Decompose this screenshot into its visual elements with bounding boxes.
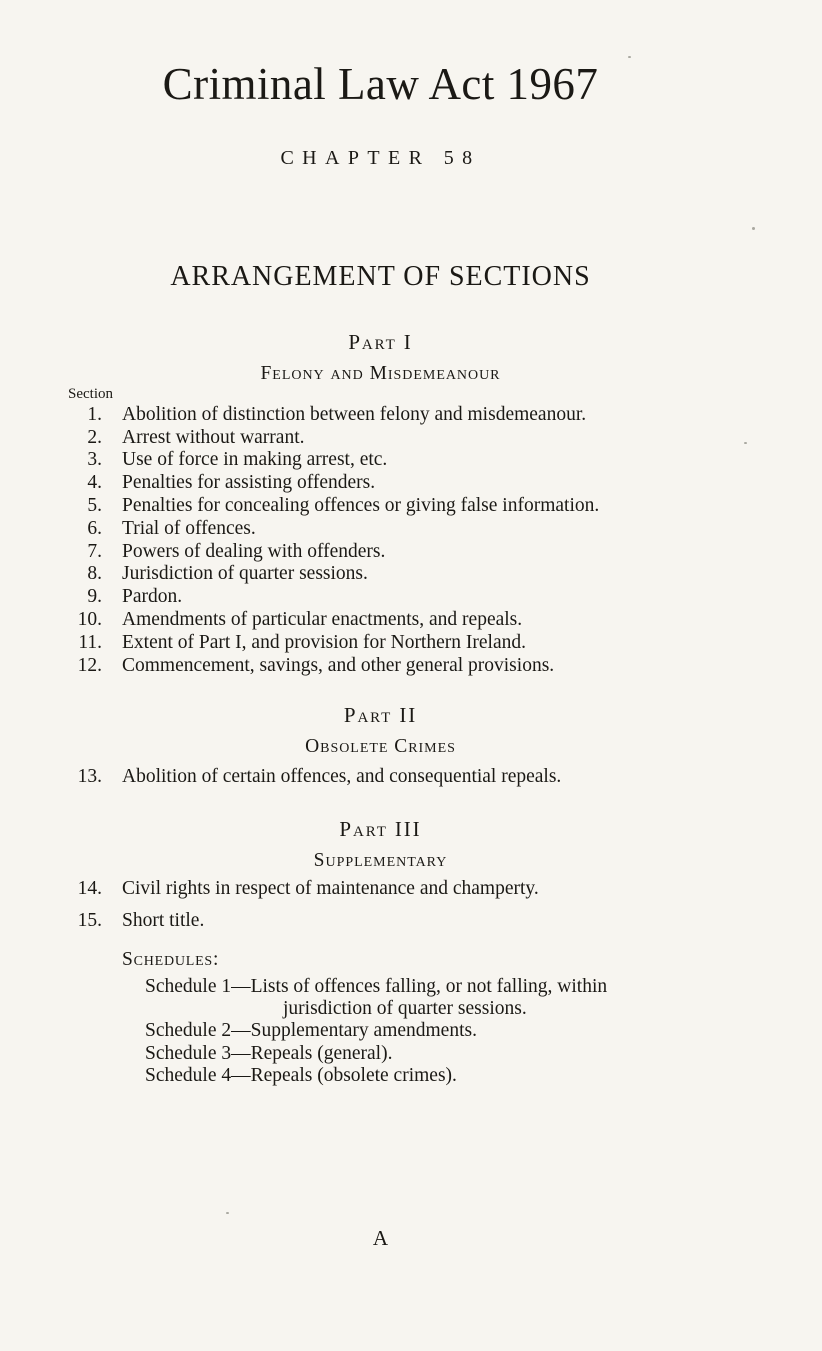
part-3-section-list	[68, 878, 693, 932]
printer-signature-mark: A	[372, 1226, 389, 1250]
section-row-15	[68, 910, 693, 933]
section-number: 6.	[87, 517, 102, 539]
part-3	[68, 818, 693, 933]
schedule-1-line-2: jurisdiction of quarter sessions.	[283, 998, 527, 1020]
section-title: Amendments of particular enactments, and repeals.	[122, 609, 523, 630]
section-number: 13.	[77, 765, 102, 787]
part-3-subheading: Supplementary	[313, 849, 448, 871]
section-row-4	[68, 472, 693, 495]
section-title: Short title.	[122, 909, 205, 931]
part-2-section-list	[68, 766, 693, 789]
section-row-9	[68, 586, 693, 609]
section-row-3	[68, 449, 693, 472]
section-title: Jurisdiction of quarter sessions.	[122, 563, 368, 585]
section-number: 14.	[77, 878, 102, 900]
section-title: Penalties for concealing offences or giving false information.	[122, 495, 600, 517]
schedule-1-line-1: Schedule 1—Lists of offences falling, or not falling, within	[145, 975, 608, 997]
section-number: 8.	[87, 563, 102, 585]
section-title: Penalties for assisting offenders.	[122, 472, 376, 494]
arrangement-heading: ARRANGEMENT OF SECTIONS	[170, 261, 591, 292]
part-2-heading: Part II	[343, 703, 418, 728]
section-row-12	[68, 655, 693, 678]
section-title: Extent of Part I, and provision for Northern Ireland.	[122, 631, 526, 653]
section-row-6	[68, 518, 693, 541]
section-row-8	[68, 563, 693, 586]
section-number: 2.	[87, 426, 102, 448]
section-row-14	[68, 878, 693, 901]
schedule-4: Schedule 4—Repeals (obsolete crimes).	[145, 1064, 457, 1086]
part-2-subheading: Obsolete Crimes	[305, 736, 456, 758]
section-row-1	[68, 404, 693, 427]
section-title: Use of force in making arrest, etc.	[122, 449, 388, 471]
section-number: 12.	[77, 654, 102, 676]
section-row-7	[68, 541, 693, 564]
section-row-13	[68, 766, 693, 789]
section-row-11	[68, 632, 693, 655]
section-number: 9.	[87, 586, 102, 608]
part-2	[68, 704, 693, 788]
act-title: Criminal Law Act 1967	[162, 59, 599, 109]
section-title: Trial of offences.	[122, 517, 256, 539]
section-title: Civil rights in respect of maintenance and champerty.	[122, 878, 539, 900]
section-title: Arrest without warrant.	[122, 426, 305, 448]
chapter-heading: CHAPTER 58	[280, 147, 481, 169]
schedules-label: Schedules:	[122, 949, 220, 971]
section-number: 10.	[77, 609, 102, 630]
part-3-heading: Part III	[339, 816, 422, 841]
part-1-section-list	[68, 404, 693, 678]
schedule-3: Schedule 3—Repeals (general).	[145, 1042, 393, 1064]
section-number: 3.	[87, 449, 102, 471]
schedules-block	[68, 949, 693, 1087]
schedule-2: Schedule 2—Supplementary amendments.	[145, 1020, 477, 1042]
section-number: 1.	[87, 403, 102, 425]
section-title: Abolition of distinction between felony and misdemeanour.	[122, 403, 587, 425]
section-number: 11.	[78, 631, 102, 653]
section-title: Commencement, savings, and other general provisions.	[122, 654, 555, 676]
scan-speck	[744, 442, 747, 444]
section-title: Pardon.	[122, 586, 183, 608]
section-number: 15.	[77, 909, 102, 931]
section-column-label: Section	[68, 386, 113, 403]
part-1-heading: Part I	[348, 329, 413, 354]
scan-speck	[752, 227, 755, 230]
section-title: Abolition of certain offences, and consequential repeals.	[122, 765, 562, 787]
section-row-10	[68, 609, 693, 632]
part-1	[68, 331, 693, 678]
page-content	[68, 0, 693, 1250]
section-row-5	[68, 495, 693, 518]
section-number: 7.	[87, 540, 102, 562]
schedule-list	[68, 976, 693, 1087]
part-1-subheading: Felony and Misdemeanour	[260, 362, 501, 384]
section-row-2	[68, 427, 693, 450]
scan-speck	[226, 1212, 229, 1214]
section-title: Powers of dealing with offenders.	[122, 540, 386, 562]
section-number: 5.	[87, 495, 102, 517]
section-number: 4.	[87, 472, 102, 494]
